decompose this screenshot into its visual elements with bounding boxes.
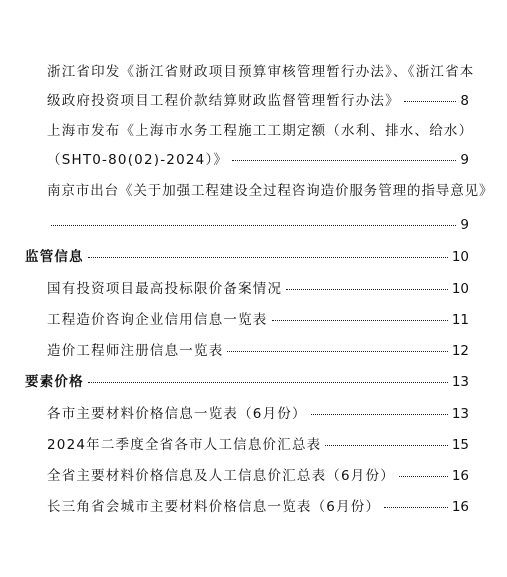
page-number: 9 [460, 152, 469, 168]
toc-entry-nanjing-line1: 南京市出台《关于加强工程建设全过程咨询造价服务管理的指导意见》 [47, 183, 494, 199]
toc-entry-title: 国有投资项目最高投标限价备案情况 [47, 281, 283, 297]
dot-leader [384, 495, 448, 508]
dot-leader [88, 370, 448, 383]
dot-leader [286, 277, 448, 290]
page-number: 11 [451, 312, 469, 328]
page-number: 8 [460, 93, 469, 109]
toc-entry-title: 各市主要材料价格信息一览表（6月份） [47, 406, 307, 422]
toc-section-supervision[interactable] [25, 247, 469, 267]
toc-section-factor-prices[interactable] [25, 372, 469, 392]
page-number: 9 [460, 217, 469, 233]
toc-entry-bid-limit[interactable] [47, 279, 469, 299]
toc-entry-title: 全省主要材料价格信息及人工信息价汇总表（6月份） [47, 468, 395, 484]
toc-entry-engineer-registry[interactable] [47, 341, 469, 361]
page-number: 10 [451, 249, 469, 265]
page-number: 16 [451, 468, 469, 484]
toc-entry-title: （SHT0-80(02)-2024）》 [47, 152, 229, 168]
dot-leader [399, 464, 448, 477]
page-number: 10 [451, 281, 469, 297]
page-number: 13 [451, 374, 469, 390]
toc-entry-title: 长三角省会城市主要材料价格信息一览表（6月份） [47, 499, 381, 515]
toc-entry-title: 造价工程师注册信息一览表 [47, 343, 224, 359]
toc-entry-city-material-prices[interactable] [47, 404, 469, 424]
dot-leader [325, 433, 447, 446]
dot-leader [88, 245, 448, 258]
toc-entry-title: 工程造价咨询企业信用信息一览表 [47, 312, 268, 328]
toc-entry-title: 2024年二季度全省各市人工信息价汇总表 [47, 437, 322, 453]
page-number: 12 [451, 343, 469, 359]
dot-leader [272, 308, 448, 321]
toc-entry-zhejiang[interactable] [47, 91, 469, 111]
toc-section-title: 要素价格 [25, 374, 84, 390]
dot-leader [232, 148, 456, 161]
dot-leader [311, 402, 448, 415]
toc-entry-title: 级政府投资项目工程价款结算财政监督管理暂行办法》 [47, 93, 400, 109]
toc-entry-nanjing[interactable] [47, 215, 469, 235]
dot-leader [227, 339, 447, 352]
toc-entry-shanghai-line1: 上海市发布《上海市水务工程施工工期定额（水利、排水、给水） [47, 123, 474, 139]
toc-entry-zhejiang-line1: 浙江省印发《浙江省财政项目预算审核管理暂行办法》、《浙江省本 [47, 64, 475, 80]
toc-entry-yangtze-delta-prices[interactable] [47, 497, 469, 517]
dot-leader [404, 89, 457, 102]
page-number: 13 [451, 406, 469, 422]
toc-entry-shanghai[interactable] [47, 150, 469, 170]
toc-entry-q2-labor-prices[interactable] [47, 435, 469, 455]
page-number: 16 [451, 499, 469, 515]
dot-leader [51, 213, 456, 226]
toc-section-title: 监管信息 [25, 249, 84, 265]
toc-entry-credit-info[interactable] [47, 310, 469, 330]
toc-entry-province-summary[interactable] [47, 466, 469, 486]
page-number: 15 [451, 437, 469, 453]
